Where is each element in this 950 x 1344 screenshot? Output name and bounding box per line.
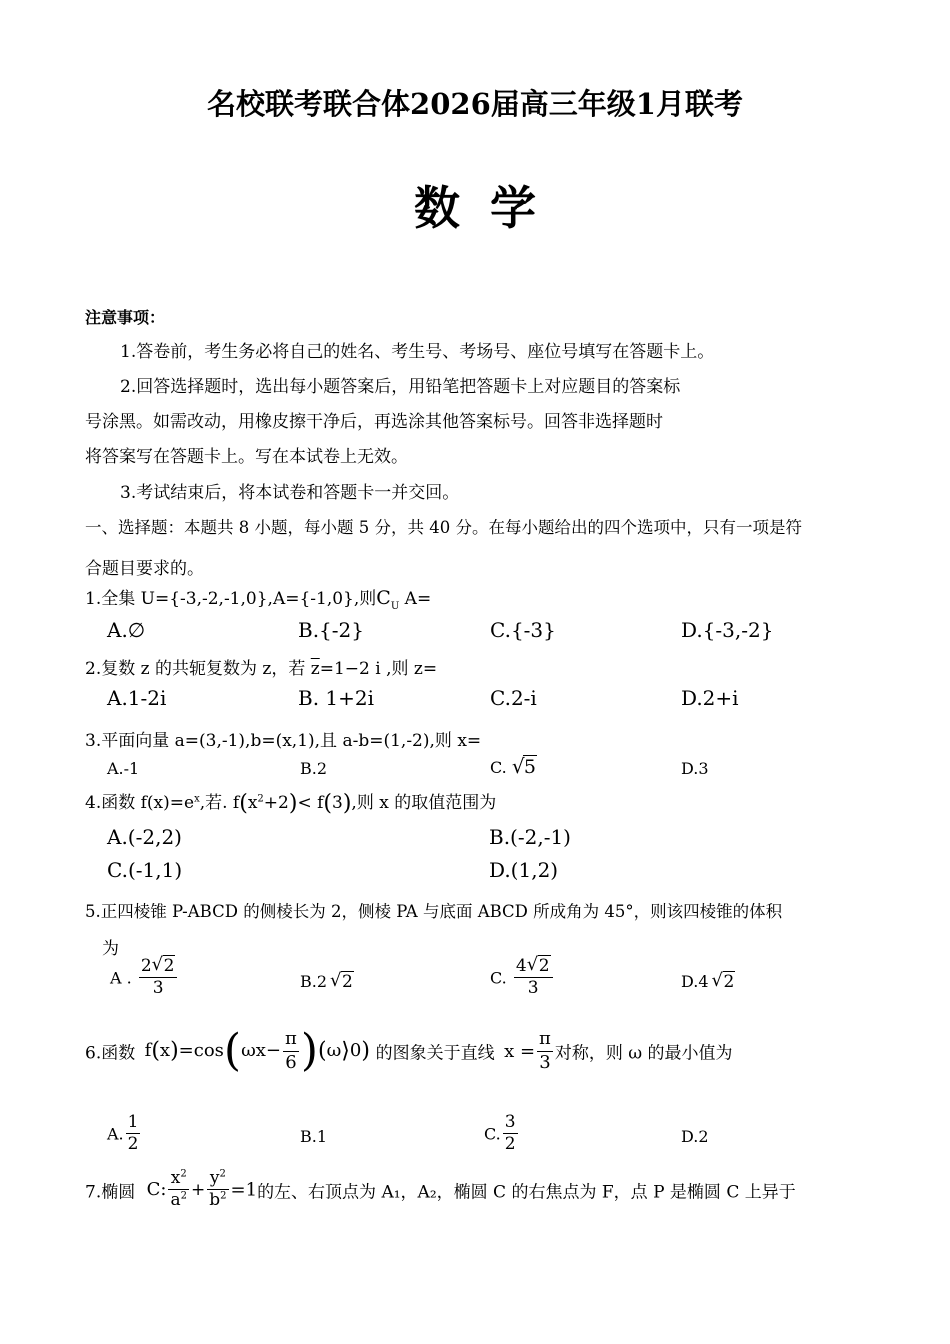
q6-x-equals: x = <box>504 1040 536 1062</box>
q4-inner-square: 2 <box>257 793 264 805</box>
q7-stem-a: 7.椭圆 <box>85 1182 136 1203</box>
q6-option-c-label: C. <box>484 1124 501 1144</box>
fraction-numerator: π <box>537 1028 553 1052</box>
paren: ) <box>300 1025 319 1076</box>
fraction-numerator <box>139 956 178 978</box>
q5-option-a-label: A . <box>110 968 132 988</box>
fraction <box>168 1168 189 1212</box>
subject-title: 数学 <box>414 181 566 235</box>
complement-u: U <box>390 600 400 612</box>
q4-stem-a: 4.函数 f(x)=e <box>85 793 195 813</box>
q3-option-b[interactable]: B.2 <box>300 759 328 778</box>
question-3-stem: 3.平面向量 a=(3,-1),b=(x,1),且 a-b=(1,-2),则 x= <box>85 731 482 751</box>
q1-option-b[interactable]: B.{-2} <box>298 618 364 642</box>
q5-option-a[interactable] <box>110 956 179 1000</box>
question-1-stem <box>85 584 431 612</box>
q6-option-b[interactable]: B.1 <box>300 1127 328 1146</box>
q5-option-b[interactable] <box>300 972 354 992</box>
q6-option-a[interactable] <box>107 1112 142 1156</box>
radicand: 2 <box>538 956 550 976</box>
notice-heading: 注意事项： <box>85 308 166 327</box>
question-5-line-1: 5.正四棱锥 P-ABCD 的侧棱长为 2，侧棱 PA 与底面 ABCD 所成角为 45°，则该四棱锥的体积 <box>85 902 783 921</box>
q6-x: x <box>159 1040 171 1061</box>
q4-option-b[interactable]: B.(-2,-1) <box>489 825 571 849</box>
fraction <box>139 956 178 1000</box>
radicand: 2 <box>342 972 353 992</box>
q4-inner-plus2: +2 <box>263 793 289 813</box>
q7-plus: + <box>191 1179 206 1200</box>
fraction-denominator <box>168 1190 189 1211</box>
q1-option-d[interactable]: D.{-3,-2} <box>681 618 774 642</box>
q6-omega-x: ωx− <box>241 1040 281 1061</box>
q1-stem-end: A= <box>404 589 432 609</box>
q5-option-d[interactable] <box>681 972 735 992</box>
q1-option-a[interactable]: A.∅ <box>107 618 146 642</box>
q5-option-c[interactable] <box>490 956 555 1000</box>
notice-item-1: 1.答卷前，考生务必将自己的姓名、考生号、考场号、座位号填写在答题卡上。 <box>120 342 715 362</box>
sqrt-symbol <box>330 972 354 992</box>
q1-option-c[interactable]: C.{-3} <box>490 618 556 642</box>
q7-square: 2 <box>180 1190 187 1202</box>
fraction-denominator: 2 <box>127 1134 139 1155</box>
q6-f: f <box>144 1040 152 1061</box>
q1-stem-text: 1.全集 U={-3,-2,-1,0},A={-1,0},则 <box>85 589 377 609</box>
paren: ( <box>323 791 332 816</box>
q7-square: 2 <box>220 1190 227 1202</box>
fraction-numerator <box>514 956 553 978</box>
paren: ( <box>239 791 248 816</box>
q6-option-a-label: A. <box>107 1124 124 1144</box>
q7-square: 2 <box>180 1168 187 1180</box>
q3-option-c[interactable] <box>490 756 537 778</box>
fraction-numerator: π <box>283 1028 299 1052</box>
z-conjugate: $\overline{z}$ <box>310 659 320 679</box>
fraction-denominator: 3 <box>527 978 539 999</box>
fraction-numerator <box>168 1168 189 1190</box>
paren: ) <box>342 791 352 816</box>
radicand: 2 <box>163 956 175 976</box>
fraction-denominator: 2 <box>504 1134 516 1155</box>
fraction <box>207 1168 228 1212</box>
q5-option-d-label: D.4 <box>681 972 709 991</box>
q7-b: b <box>209 1190 221 1211</box>
q2-option-d[interactable]: D.2+i <box>681 686 739 710</box>
paren: ) <box>361 1038 370 1064</box>
q7-x: x <box>170 1168 181 1188</box>
q4-inner-x: x <box>247 793 258 813</box>
paren: ( <box>151 1038 160 1064</box>
section-1-line-2: 合题目要求的。 <box>85 559 204 579</box>
q4-exp-x: x <box>194 793 200 805</box>
notice-item-3: 3.考试结束后，将本试卷和答题卡一并交回。 <box>120 483 460 503</box>
fraction <box>283 1028 299 1074</box>
fraction <box>514 956 553 1000</box>
complement-symbol <box>376 587 400 612</box>
fraction-denominator: 3 <box>152 978 164 999</box>
q7-equals-1: =1 <box>230 1179 258 1201</box>
q7-square: 2 <box>219 1168 226 1180</box>
q6-zero: 0 <box>349 1040 362 1061</box>
q2-option-b[interactable]: B. 1+2i <box>298 686 375 710</box>
q3-option-c-radicand: 5 <box>523 756 536 778</box>
q6-option-c[interactable] <box>484 1112 520 1156</box>
q3-option-a[interactable]: A.-1 <box>107 759 140 778</box>
fraction-denominator: 3 <box>539 1051 551 1073</box>
q4-option-c[interactable]: C.(-1,1) <box>107 858 183 882</box>
question-6-stem <box>85 1025 733 1076</box>
sqrt-symbol <box>527 956 551 977</box>
q5-option-c-label: C. <box>490 968 507 988</box>
coefficient: 4 <box>515 956 527 976</box>
q2-stem-b: =1−2 i ,则 z= <box>319 659 438 679</box>
complement-c: C <box>376 587 391 609</box>
q2-option-c[interactable]: C.2-i <box>490 686 537 710</box>
q5-option-b-label: B.2 <box>300 972 328 991</box>
q4-stem-b: ,若. f <box>199 793 240 813</box>
sqrt-symbol <box>152 956 176 977</box>
q6-stem-b: 的图象关于直线 <box>375 1043 495 1064</box>
question-4-stem <box>85 788 496 816</box>
notice-item-2-line-1: 2.回答选择题时，选出每小题答案后，用铅笔把答题卡上对应题目的答案标 <box>120 377 681 397</box>
q7-a: a <box>170 1190 181 1211</box>
q4-option-a[interactable]: A.(-2,2) <box>107 825 182 849</box>
q6-cos: =cos <box>178 1040 224 1061</box>
q6-option-d[interactable]: D.2 <box>681 1127 709 1146</box>
fraction-denominator <box>207 1190 228 1211</box>
section-1-line-1: 一、选择题：本题共 8 小题，每小题 5 分，共 40 分。在每小题给出的四个选项中，只有一项是符 <box>85 518 802 537</box>
fraction <box>503 1112 518 1156</box>
q4-stem-c: ,则 x 的取值范围为 <box>351 793 497 813</box>
q6-omega: ω <box>326 1040 342 1061</box>
notice-item-2-line-2: 号涂黑。如需改动，用橡皮擦干净后，再选涂其他答案标号。回答非选择题时 <box>85 412 663 432</box>
fraction-numerator: 1 <box>126 1112 141 1134</box>
fraction <box>126 1112 141 1156</box>
question-2-stem <box>85 654 437 679</box>
exam-title: 名校联考联合体2026届高三年级1月联考 <box>207 87 743 121</box>
fraction-numerator: 3 <box>503 1112 518 1134</box>
q6-stem-c: 对称，则 ω 的最小值为 <box>554 1043 733 1064</box>
paren: ) <box>170 1038 179 1064</box>
sqrt-symbol <box>712 972 736 992</box>
fraction-numerator <box>207 1168 228 1190</box>
q4-less-than: < f <box>297 793 324 813</box>
q2-stem-a: 2.复数 z 的共轭复数为 z，若 <box>85 659 306 679</box>
q2-option-a[interactable]: A.1-2i <box>107 686 167 710</box>
paren: ( <box>223 1025 242 1076</box>
q4-inner-3: 3 <box>332 793 343 813</box>
radicand: 2 <box>723 972 735 992</box>
sqrt-symbol <box>512 756 537 778</box>
question-5-line-2: 为 <box>102 939 119 959</box>
q6-stem-a: 6.函数 <box>85 1043 136 1064</box>
q7-y: y <box>209 1168 220 1188</box>
question-7-stem <box>85 1168 796 1212</box>
q3-option-c-label: C. <box>490 758 507 777</box>
paren: ) <box>288 791 298 816</box>
q7-stem-b: 的左、右顶点为 A₁，A₂，椭圆 C 的右焦点为 F，点 P 是椭圆 C 上异于 <box>257 1182 796 1203</box>
q6-function <box>144 1025 376 1076</box>
q3-option-d[interactable]: D.3 <box>681 759 709 778</box>
angle-bracket: ⟩ <box>341 1038 350 1064</box>
coefficient: 2 <box>140 956 152 976</box>
notice-item-2-line-3: 将答案写在答题卡上。写在本试卷上无效。 <box>85 447 408 467</box>
fraction-denominator: 6 <box>285 1051 297 1073</box>
paren: ( <box>318 1038 327 1064</box>
q4-option-d[interactable]: D.(1,2) <box>489 858 559 882</box>
fraction <box>537 1028 553 1074</box>
q7-ellipse-c: C: <box>146 1179 167 1201</box>
